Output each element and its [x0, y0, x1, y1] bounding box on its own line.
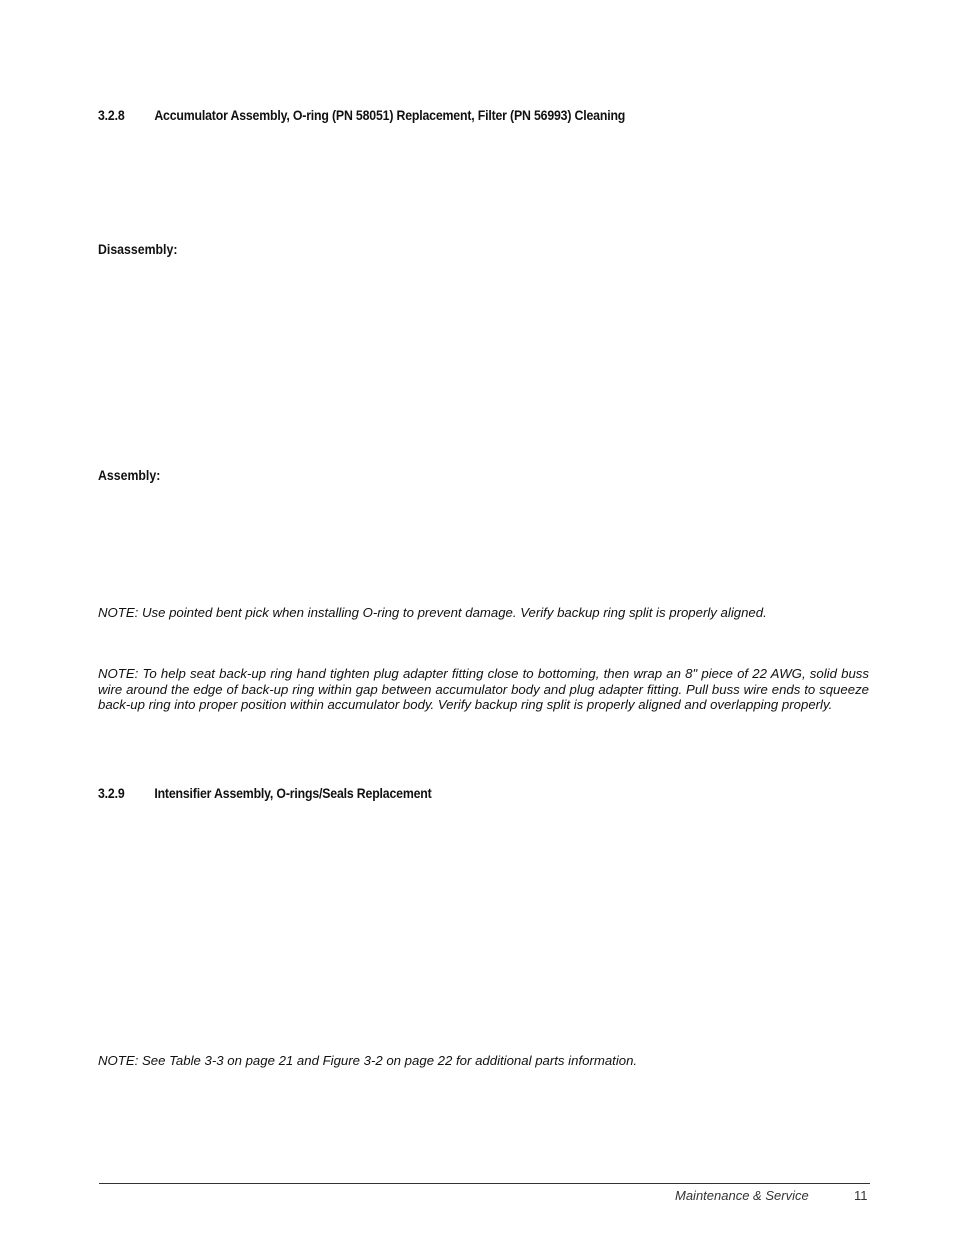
note-backup-ring: NOTE: To help seat back-up ring hand tighten plug adapter fitting close to bottoming, then wrap an 8" piece of 22 AWG, solid buss wire around the edge of back-up ring within gap between accumulator body and plug adapter fitting. Pull buss wire ends to squeeze back-up ring into proper position within accumulator body. Verify backup ring split is properly aligned and overlapping properly.: [98, 666, 869, 713]
section-number: 3.2.9: [98, 785, 125, 801]
footer-section-name: Maintenance & Service: [675, 1188, 809, 1203]
section-title: Accumulator Assembly, O-ring (PN 58051) Replacement, Filter (PN 56993) Cleaning: [154, 107, 626, 123]
section-title: Intensifier Assembly, O-rings/Seals Replacement: [154, 785, 432, 801]
note-pointed-pick: NOTE: Use pointed bent pick when installing O-ring to prevent damage. Verify backup ring split is properly aligned.: [98, 605, 767, 620]
disassembly-subheading: Disassembly:: [98, 241, 178, 257]
section-heading-3-2-9: [98, 785, 432, 801]
footer-rule: [99, 1183, 870, 1184]
note-parts-information: NOTE: See Table 3-3 on page 21 and Figure 3-2 on page 22 for additional parts information.: [98, 1053, 638, 1068]
section-heading-3-2-8: [98, 107, 625, 123]
page-number: 11: [854, 1188, 868, 1203]
assembly-subheading: Assembly:: [98, 467, 161, 483]
section-number: 3.2.8: [98, 107, 125, 123]
